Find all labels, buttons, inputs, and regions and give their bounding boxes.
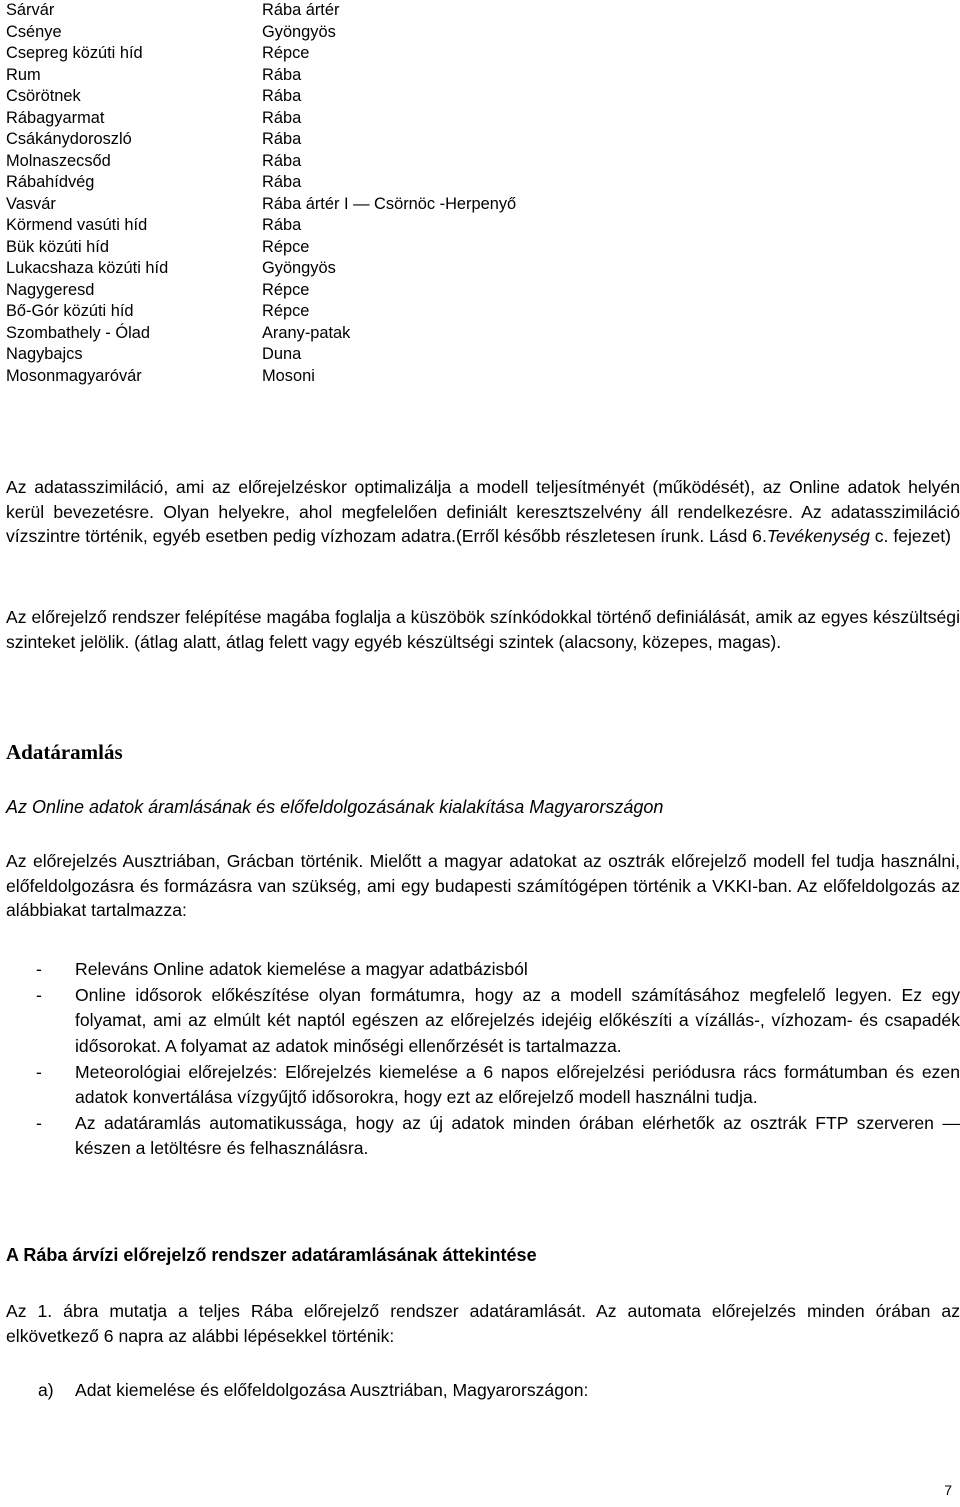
- subheading-online-data: Az Online adatok áramlásának és előfeldolgozásának kialakítása Magyarországon: [6, 797, 664, 817]
- list-item-text: Releváns Online adatok kiemelése a magyar adatbázisból: [75, 959, 528, 979]
- station-river: Gyöngyös: [262, 259, 336, 277]
- paragraph-alert-levels: [6, 605, 960, 654]
- station-row: [6, 323, 516, 345]
- station-table: [6, 0, 516, 387]
- paragraph-figure-ref: [6, 1299, 960, 1348]
- station-name: Bük közúti híd: [6, 237, 109, 256]
- station-row: [6, 215, 516, 237]
- station-name: Szombathely - Ólad: [6, 323, 150, 342]
- station-river: Répce: [262, 44, 310, 62]
- station-name: Csörötnek: [6, 87, 81, 105]
- station-row: [6, 194, 516, 216]
- para1-italic: Tevékenység: [766, 526, 870, 547]
- station-name: Sárvár: [6, 1, 55, 19]
- list-item-text: Meteorológiai előrejelzés: Előrejelzés kiemelése a 6 napos előrejelzési periódusra rács formátumban és ezen adatok konvertálása vízgyűjtő idősorokra, hogy ezt az előrejelző modell használni tudja.: [75, 1061, 960, 1108]
- list-dash: -: [36, 1113, 42, 1134]
- station-river: Rába: [262, 108, 302, 127]
- station-row: [6, 65, 516, 87]
- list-item-text: Az adatáramlás automatikussága, hogy az új adatok minden órában elérhetők az osztrák FTP szerveren — készen a letöltésre és felhasználásra.: [75, 1113, 960, 1159]
- station-row: [6, 301, 516, 323]
- station-river: Répce: [262, 280, 310, 299]
- station-river: Rába: [262, 151, 302, 170]
- station-name: Nagybajcs: [6, 345, 83, 363]
- station-row: [6, 172, 516, 194]
- station-name: Körmend vasúti híd: [6, 216, 148, 234]
- station-river: Rába: [262, 87, 302, 105]
- station-row: [6, 258, 516, 280]
- station-row: [6, 129, 516, 151]
- para1-text: Az adatasszimiláció, ami az előrejelzéskor optimalizálja a modell teljesítményét (működését), az Online adatok helyén kerül bevezetésre. Olyan helyekre, ahol megfelelően definiált keresztszelvény áll rendelkezésre. Az adatasszimiláció vízszintre történik, egyéb esetben pedig vízhozam adatra.(Erről később részletesen írunk. Lásd 6.: [6, 477, 960, 547]
- preprocessing-list: [6, 957, 960, 1163]
- station-row: [6, 280, 516, 302]
- list-item-a: [6, 1378, 588, 1403]
- para2-text: Az előrejelző rendszer felépítése magába foglalja a küszöbök színkódokkal történő definiálását, amik az egyes készültségi szinteket jelölik. (átlag alatt, átlag felett vagy egyéb készültségi szintek (alacsony, közepes, magas).: [6, 607, 960, 652]
- station-row: [6, 151, 516, 173]
- station-row: [6, 86, 516, 108]
- station-row: [6, 0, 516, 22]
- station-row: [6, 108, 516, 130]
- paragraph-preprocessing: [6, 849, 960, 923]
- station-name: Mosonmagyaróvár: [6, 366, 142, 385]
- station-river: Répce: [262, 237, 310, 256]
- station-row: [6, 22, 516, 44]
- station-river: Rába: [262, 173, 302, 191]
- station-row: [6, 237, 516, 259]
- station-river: Gyöngyös: [262, 22, 336, 41]
- station-river: Rába ártér: [262, 1, 340, 19]
- list-item: [6, 1111, 960, 1161]
- para3-text: Az előrejelzés Ausztriában, Grácban történik. Mielőtt a magyar adatokat az osztrák előrejelző modell fel tudja használni, előfeldolgozásra és formázásra van szükség, ami egy budapesti számítógépen történik a VKKI-ban. Az előfeldolgozás az alábbiakat tartalmazza:: [6, 851, 960, 921]
- station-row: [6, 344, 516, 366]
- station-river: Rába: [262, 216, 302, 234]
- station-name: Nagygeresd: [6, 280, 95, 299]
- station-name: Rábahídvég: [6, 173, 95, 191]
- list-dash: -: [36, 959, 42, 979]
- para4-text: Az 1. ábra mutatja a teljes Rába előrejelző rendszer adatáramlását. Az automata előrejelzés minden órában az elkövetkező 6 napra az alábbi lépésekkel történik:: [6, 1301, 960, 1346]
- list-dash: -: [36, 1061, 42, 1082]
- station-name: Molnaszecsőd: [6, 151, 111, 170]
- station-river: Rába: [262, 130, 302, 148]
- station-name: Csákánydoroszló: [6, 130, 132, 148]
- list-item: [6, 983, 960, 1059]
- page-number: 7: [944, 1482, 952, 1498]
- station-river: Duna: [262, 345, 302, 363]
- heading-overview: A Rába árvízi előrejelző rendszer adatáramlásának áttekintése: [6, 1245, 537, 1265]
- station-row: [6, 43, 516, 65]
- station-name: Lukacshaza közúti híd: [6, 259, 169, 277]
- list-dash: -: [36, 985, 42, 1006]
- para1-text-end: c. fejezet): [869, 526, 952, 547]
- list-item: [6, 957, 960, 982]
- heading-dataflow: Adatáramlás: [6, 740, 123, 764]
- station-name: Vasvár: [6, 194, 56, 213]
- station-river: Répce: [262, 302, 310, 320]
- item-a-text: Adat kiemelése és előfeldolgozása Ausztriában, Magyarországon:: [75, 1380, 589, 1400]
- list-item-text: Online idősorok előkészítése olyan formátumra, hogy az a modell számításához megfelelő legyen. Ez egy folyamat, ami az elmúlt két naptól egészen az előrejelzés idejéig előkészíti a vízállás-, vízhozam- és csapadék idősorokat. A folyamat az adatok minőségi ellenőrzését is tartalmazza.: [75, 985, 960, 1056]
- station-name: Csepreg közúti híd: [6, 44, 143, 62]
- station-row: [6, 366, 516, 388]
- station-name: Rábagyarmat: [6, 108, 105, 127]
- paragraph-data-assimilation: [6, 475, 960, 549]
- station-name: Bő-Gór közúti híd: [6, 302, 134, 320]
- station-name: Rum: [6, 65, 41, 84]
- list-item: [6, 1060, 960, 1110]
- station-river: Arany-patak: [262, 323, 351, 342]
- station-name: Csénye: [6, 22, 62, 41]
- station-river: Rába: [262, 65, 302, 84]
- station-river: Rába ártér I — Csörnöc -Herpenyő: [262, 194, 517, 213]
- item-a-label: a): [38, 1380, 54, 1400]
- station-river: Mosoni: [262, 366, 315, 385]
